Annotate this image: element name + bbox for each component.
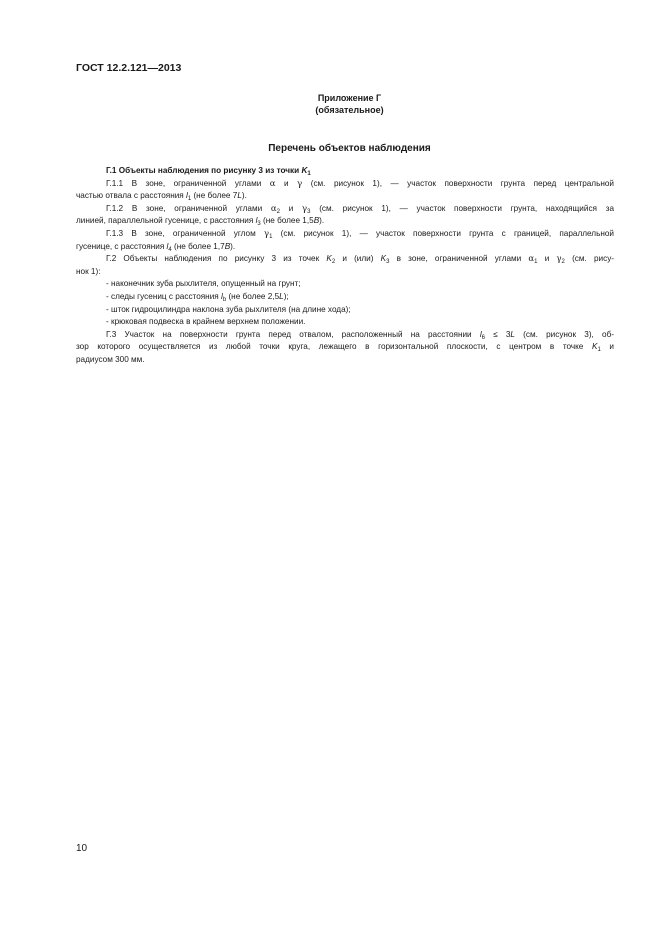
doc-code: ГОСТ 12.2.121—2013 — [76, 62, 182, 74]
appendix-status: (обязательное) — [315, 105, 384, 115]
para-g3-line1: Г.3 Участок на поверхности грунта перед отвалом, расположенный на расстоянии $l_6 \le 3L$ (см. рисунок 3), об- — [106, 329, 614, 341]
appendix-block — [0, 92, 661, 116]
page-number: 10 — [76, 843, 88, 854]
list-item: - шток гидроцилиндра наклона зуба рыхлителя (на длине хода); — [106, 304, 351, 314]
para-g13-line2: гусенице, с расстояния $l_4$ (не более 1,7B). — [76, 241, 236, 253]
list-item: - следы гусениц с расстояния $l_b$ (не более 2,5L); — [106, 291, 289, 303]
section-title: Перечень объектов наблюдения — [268, 143, 431, 154]
para-g12-line2: линией, параллельной гусенице, с расстояния $l_3$ (не более 1,5B). — [76, 216, 325, 228]
para-g12-line1: Г.1.2 В зоне, ограниченной углами $\alpha_2$ и $\gamma_3$ (см. рисунок 1), — участок поверхности грунта, находящийся за — [106, 203, 615, 215]
para-g3-line3: радиусом 300 мм. — [76, 354, 145, 364]
para-g11-line1: Г.1.1 В зоне, ограниченной углами α и γ (см. рисунок 1), — участок поверхности грунта перед центральной — [106, 178, 615, 189]
para-g3-line2: зор которого осуществляется из любой точки круга, лежащего в горизонтальной плоскости, с центром в точке $K_1$ и — [76, 342, 614, 354]
list-item: - наконечник зуба рыхлителя, опущенный на грунт; — [106, 279, 301, 289]
para-g2-line1: Г.2 Объекты наблюдения по рисунку 3 из точек $K_2$ и (или) $K_3$ в зоне, ограниченной углами $\alpha_1$ и $\gamma_2$ (см. рису- — [106, 254, 615, 266]
heading-g1: Г.1 Объекты наблюдения по рисунку 3 из точки $K_1$ — [106, 166, 311, 177]
list-item: - крюковая подвеска в крайнем верхнем положении. — [106, 317, 306, 327]
document-body — [76, 165, 614, 367]
para-g11-line2: частью отвала с расстояния $l_1$ (не более 7L). — [76, 191, 247, 203]
para-g13-line1: Г.1.3 В зоне, ограниченной углом $\gamma_1$ (см. рисунок 1), — участок поверхности грунта с границей, параллельной — [106, 228, 614, 240]
appendix-title: Приложение Г — [317, 93, 382, 103]
para-g2-line2: нок 1): — [76, 266, 101, 276]
